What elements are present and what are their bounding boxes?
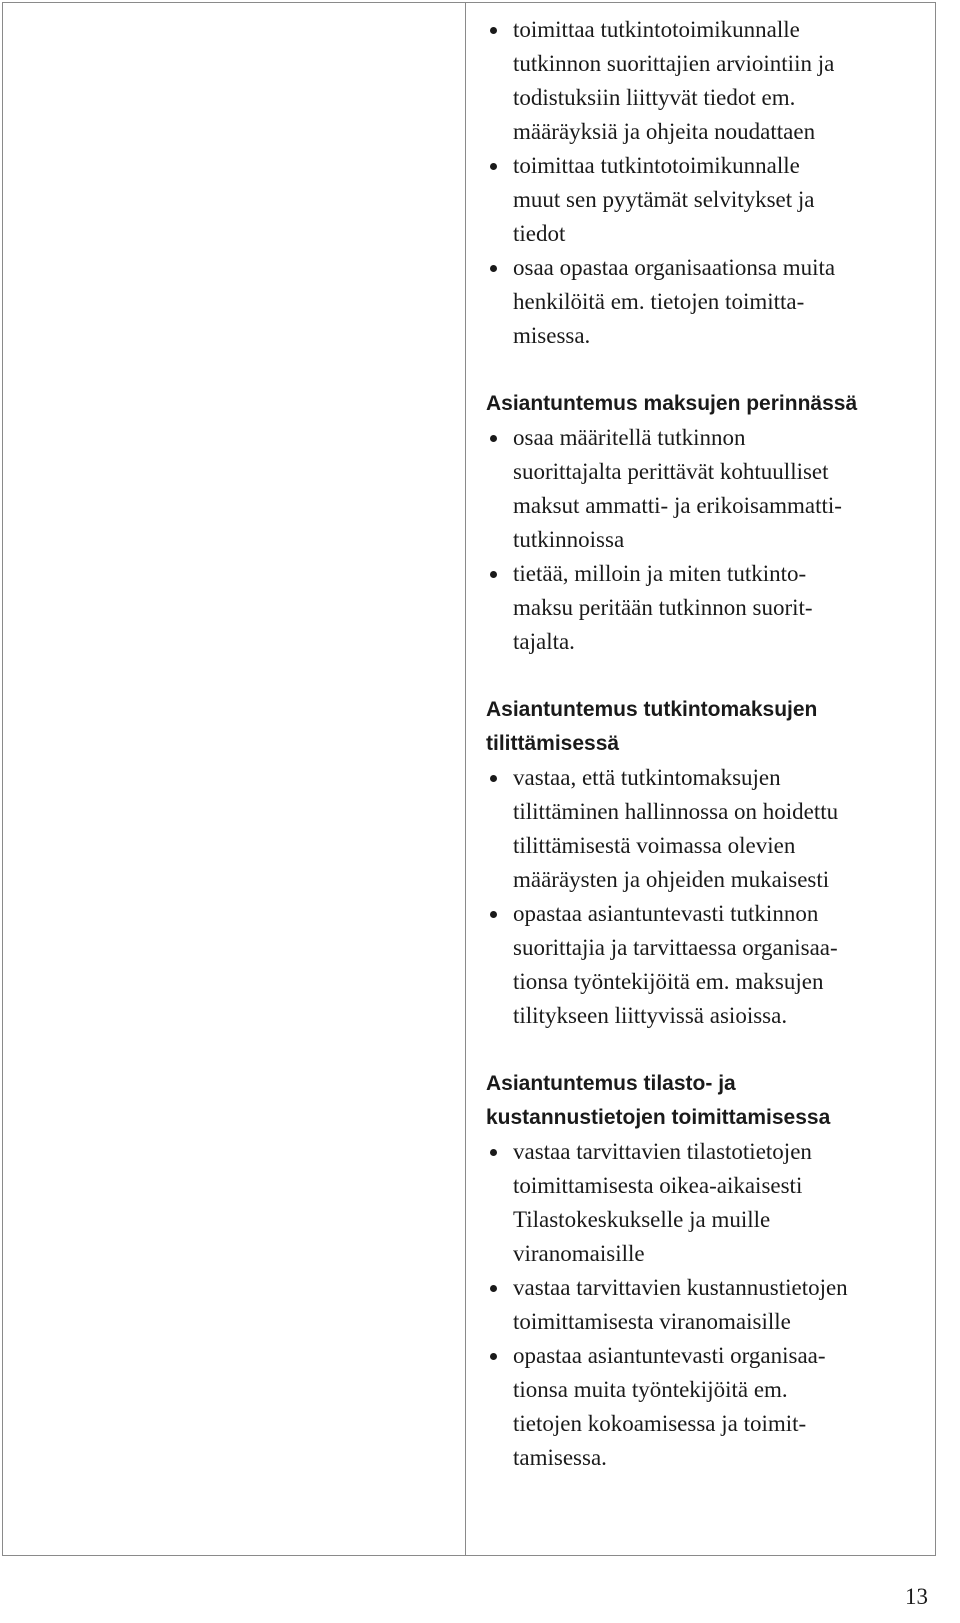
text-line: osaa opastaa organisaationsa muita	[513, 255, 836, 280]
text-line: muut sen pyytämät selvitykset ja	[513, 187, 815, 212]
text-line: osaa määritellä tutkinnon	[513, 425, 746, 450]
text-line: kustannustietojen toimittamisessa	[486, 1106, 831, 1129]
bullet-item	[486, 251, 926, 353]
bullet-list	[486, 1135, 926, 1475]
text-line: henkilöitä em. tietojen toimitta-	[513, 289, 805, 314]
text-line: vastaa tarvittavien kustannustietojen	[513, 1275, 848, 1300]
text-line: Asiantuntemus tutkintomaksujen	[486, 698, 818, 721]
text-line: todistuksiin liittyvät tiedot em.	[513, 85, 796, 110]
text-line: tietojen kokoamisessa ja toimit-	[513, 1411, 807, 1436]
text-line: toimittaa tutkintotoimikunnalle	[513, 17, 800, 42]
text-line: Tilastokeskukselle ja muille	[513, 1207, 771, 1232]
text-line: toimittaa tutkintotoimikunnalle	[513, 153, 800, 178]
section-heading	[486, 387, 926, 421]
text-line: määräyksiä ja ohjeita noudattaen	[513, 119, 816, 144]
competence-section	[486, 1067, 926, 1475]
text-line: tutkinnoissa	[513, 527, 625, 552]
bullet-list	[486, 13, 926, 353]
competence-section	[486, 387, 926, 659]
text-line: tiedot	[513, 221, 566, 246]
bullet-item	[486, 421, 926, 557]
right-column	[466, 3, 935, 1555]
text-line: misessa.	[513, 323, 591, 348]
bullet-item	[486, 149, 926, 251]
bullet-item	[486, 1339, 926, 1475]
text-line: tilittämisessä	[486, 732, 620, 755]
text-line: tionsa työntekijöitä em. maksujen	[513, 969, 824, 994]
text-line: opastaa asiantuntevasti tutkinnon	[513, 901, 819, 926]
text-line: tilittämisestä voimassa olevien	[513, 833, 796, 858]
text-line: suorittajalta perittävät kohtuulliset	[513, 459, 829, 484]
bullet-item	[486, 1135, 926, 1271]
competence-list	[486, 13, 926, 1475]
text-line: viranomaisille	[513, 1241, 645, 1266]
content-table	[2, 2, 936, 1556]
bullet-list	[486, 761, 926, 1033]
text-line: määräysten ja ohjeiden mukaisesti	[513, 867, 830, 892]
bullet-item	[486, 557, 926, 659]
bullet-item	[486, 897, 926, 1033]
text-line: tionsa muita työntekijöitä em.	[513, 1377, 788, 1402]
text-line: vastaa, että tutkintomaksujen	[513, 765, 781, 790]
text-line: tamisessa.	[513, 1445, 607, 1470]
text-line: tietää, milloin ja miten tutkinto-	[513, 561, 807, 586]
text-line: opastaa asiantuntevasti organisaa-	[513, 1343, 826, 1368]
text-line: tilitykseen liittyvissä asioissa.	[513, 1003, 788, 1028]
text-line: maksu peritään tutkinnon suorit-	[513, 595, 813, 620]
competence-section	[486, 693, 926, 1033]
bullet-item	[486, 1271, 926, 1339]
page-number: 13	[905, 1584, 928, 1609]
text-line: Asiantuntemus maksujen perinnässä	[486, 392, 858, 415]
left-column	[3, 3, 466, 1555]
text-line: Asiantuntemus tilasto- ja	[486, 1072, 736, 1095]
text-line: tajalta.	[513, 629, 575, 654]
text-line: suorittajia ja tarvittaessa organisaa-	[513, 935, 838, 960]
section-heading	[486, 693, 926, 761]
text-line: maksut ammatti- ja erikoisammatti-	[513, 493, 842, 518]
bullet-item	[486, 13, 926, 149]
bullet-item	[486, 761, 926, 897]
text-line: vastaa tarvittavien tilastotietojen	[513, 1139, 812, 1164]
section-heading	[486, 1067, 926, 1135]
text-line: toimittamisesta viranomaisille	[513, 1309, 791, 1334]
text-line: tutkinnon suorittajien arviointiin ja	[513, 51, 835, 76]
bullet-list	[486, 421, 926, 659]
text-line: tilittäminen hallinnossa on hoidettu	[513, 799, 839, 824]
text-line: toimittamisesta oikea-aikaisesti	[513, 1173, 803, 1198]
